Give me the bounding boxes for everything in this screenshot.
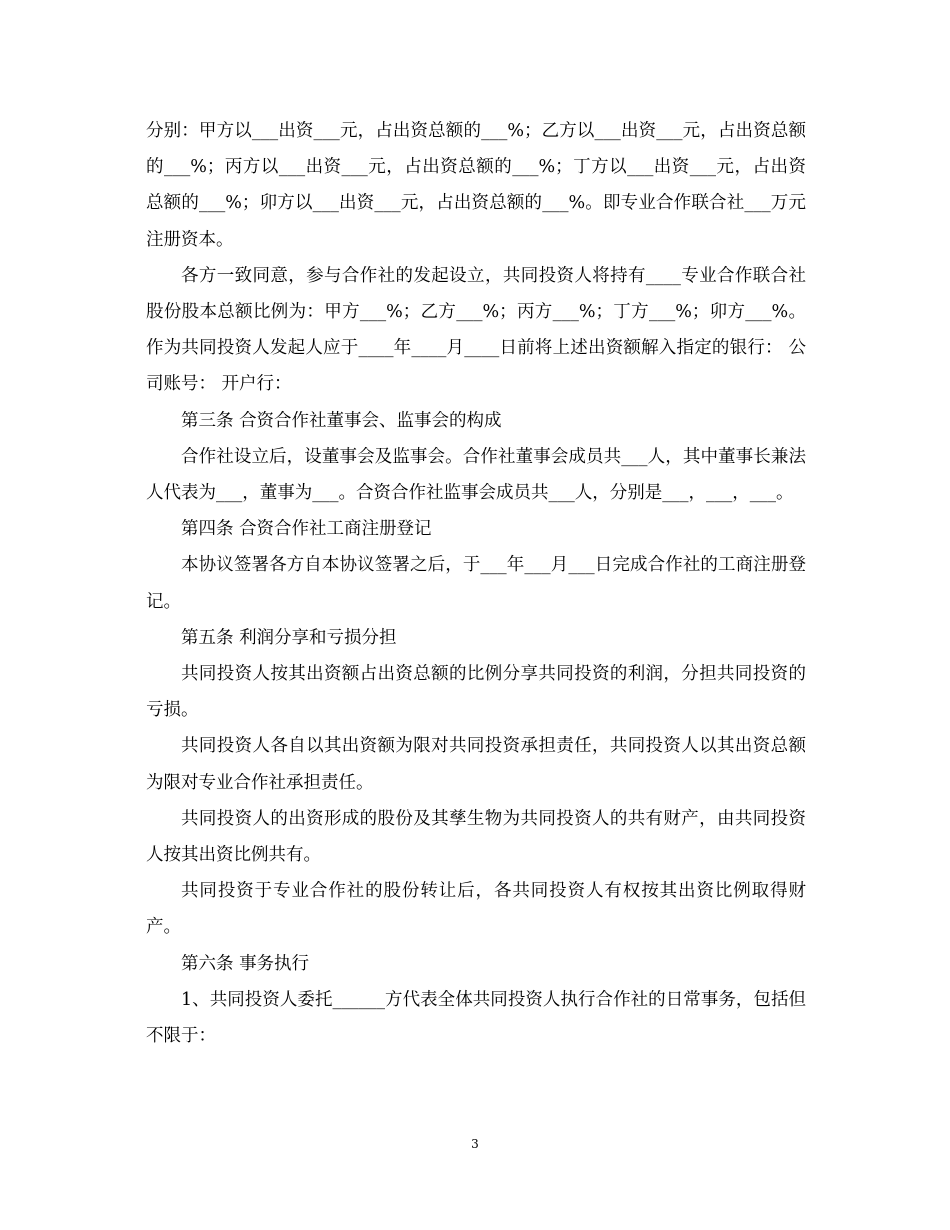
page-number: 3 (471, 1137, 479, 1151)
article-6-heading: 第六条 事务执行 (181, 953, 310, 974)
paragraph-share-ratio: 各方一致同意，参与合作社的发起设立，共同投资人将持有____专业合作联合社股份股本总额比例为：甲方___%；乙方___%；丙方___%；丁方___%；卯方___%。作为共同投资人发起人应于____年____月____日前将上述出资额解入指定的银行： 公司账号： 开户行： (146, 265, 806, 395)
paragraph-board-composition: 合作社设立后，设董事会及监事会。合作社董事会成员共___人，其中董事长兼法人代表为___，董事为___。合资合作社监事会成员共___人，分别是___，___，___。 (146, 446, 806, 504)
article-4-heading: 第四条 合资合作社工商注册登记 (181, 519, 432, 540)
paragraph-capital-contributions: 分别：甲方以___出资___元，占出资总额的___%；乙方以___出资___元，占出资总额的___%；丙方以___出资___元，占出资总额的___%；丁方以___出资___元，占出资总额的___%；卯方以___出资___元，占出资总额的___%。即专业合作联合社___万元注册资本。 (146, 121, 806, 250)
paragraph-delegation: 1、共同投资人委托______方代表全体共同投资人执行合作社的日常事务，包括但不限于： (146, 989, 806, 1047)
paragraph-liability: 共同投资人各自以其出资额为限对共同投资承担责任，共同投资人以其出资总额为限对专业合作社承担责任。 (146, 736, 806, 793)
paragraph-registration: 本协议签署各方自本协议签署之后，于___年___月___日完成合作社的工商注册登记。 (146, 555, 806, 612)
paragraph-share-transfer: 共同投资于专业合作社的股份转让后，各共同投资人有权按其出资比例取得财产。 (146, 881, 806, 938)
document-body (146, 113, 806, 1054)
article-3-heading: 第三条 合资合作社董事会、监事会的构成 (181, 410, 502, 431)
paragraph-profit-sharing: 共同投资人按其出资额占出资总额的比例分享共同投资的利润，分担共同投资的亏损。 (146, 664, 806, 721)
paragraph-common-property: 共同投资人的出资形成的股份及其孳生物为共同投资人的共有财产，由共同投资人按其出资比例共有。 (146, 808, 806, 866)
article-5-heading: 第五条 利润分享和亏损分担 (181, 627, 397, 648)
